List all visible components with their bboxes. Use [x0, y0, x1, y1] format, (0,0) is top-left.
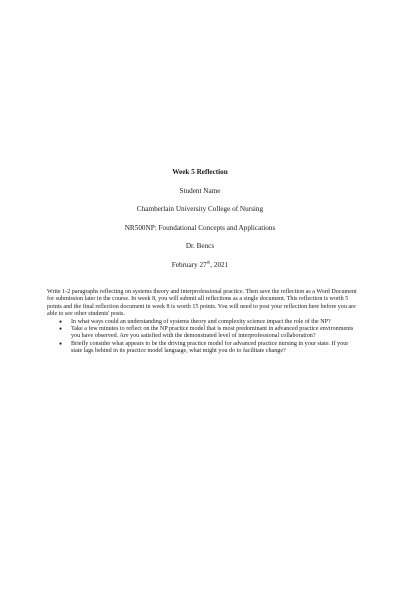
student-name: Student Name: [179, 186, 221, 195]
reflection-prompts-list: [47, 319, 359, 355]
instructor-name: Dr. Bencs: [185, 242, 215, 251]
prompt-text: In what ways could an understanding of systems theory and complexity science impact the role of the NP?: [71, 318, 331, 325]
bullet-icon: ●: [59, 341, 63, 347]
date-ordinal-suffix: th: [206, 259, 211, 265]
date-year: , 2021: [210, 260, 229, 269]
list-item: [47, 319, 359, 326]
instructions-block: [47, 289, 359, 355]
prompt-text: Take a few minutes to reflect on the NP practice model that is most predominant in advanced practice environments you have observed. Are you satisfied with the demonstrated level of interprofessional collaboration?: [71, 325, 354, 340]
bullet-icon: ●: [59, 326, 63, 332]
bullet-icon: ●: [59, 319, 63, 325]
list-item: [47, 341, 359, 356]
document-title: Week 5 Reflection: [172, 168, 228, 176]
title-page-block: [0, 168, 400, 280]
document-date: [0, 261, 400, 270]
instructions-paragraph: Write 1-2 paragraphs reflecting on systems theory and interprofessional practice. Then save the reflection as a Word Document for submission later in the course. In week 8, you will submit all reflections as a single document. This reflection is worth 5 points and the final reflection document in week 8 is worth 15 points. You will need to post your reflection here before you are able to see other students' posts.: [47, 289, 357, 317]
prompt-text: Briefly consider what appears to be the driving practice model for advanced practice nursing in your state. If your state lags behind in its practice model language, what might you do to facilitate change?: [71, 340, 349, 354]
institution-name: Chamberlain University College of Nursing: [136, 205, 264, 214]
course-name: NR500NP: Foundational Concepts and Applications: [124, 223, 276, 232]
list-item: [47, 326, 359, 341]
date-month-day: February 27: [171, 260, 207, 269]
